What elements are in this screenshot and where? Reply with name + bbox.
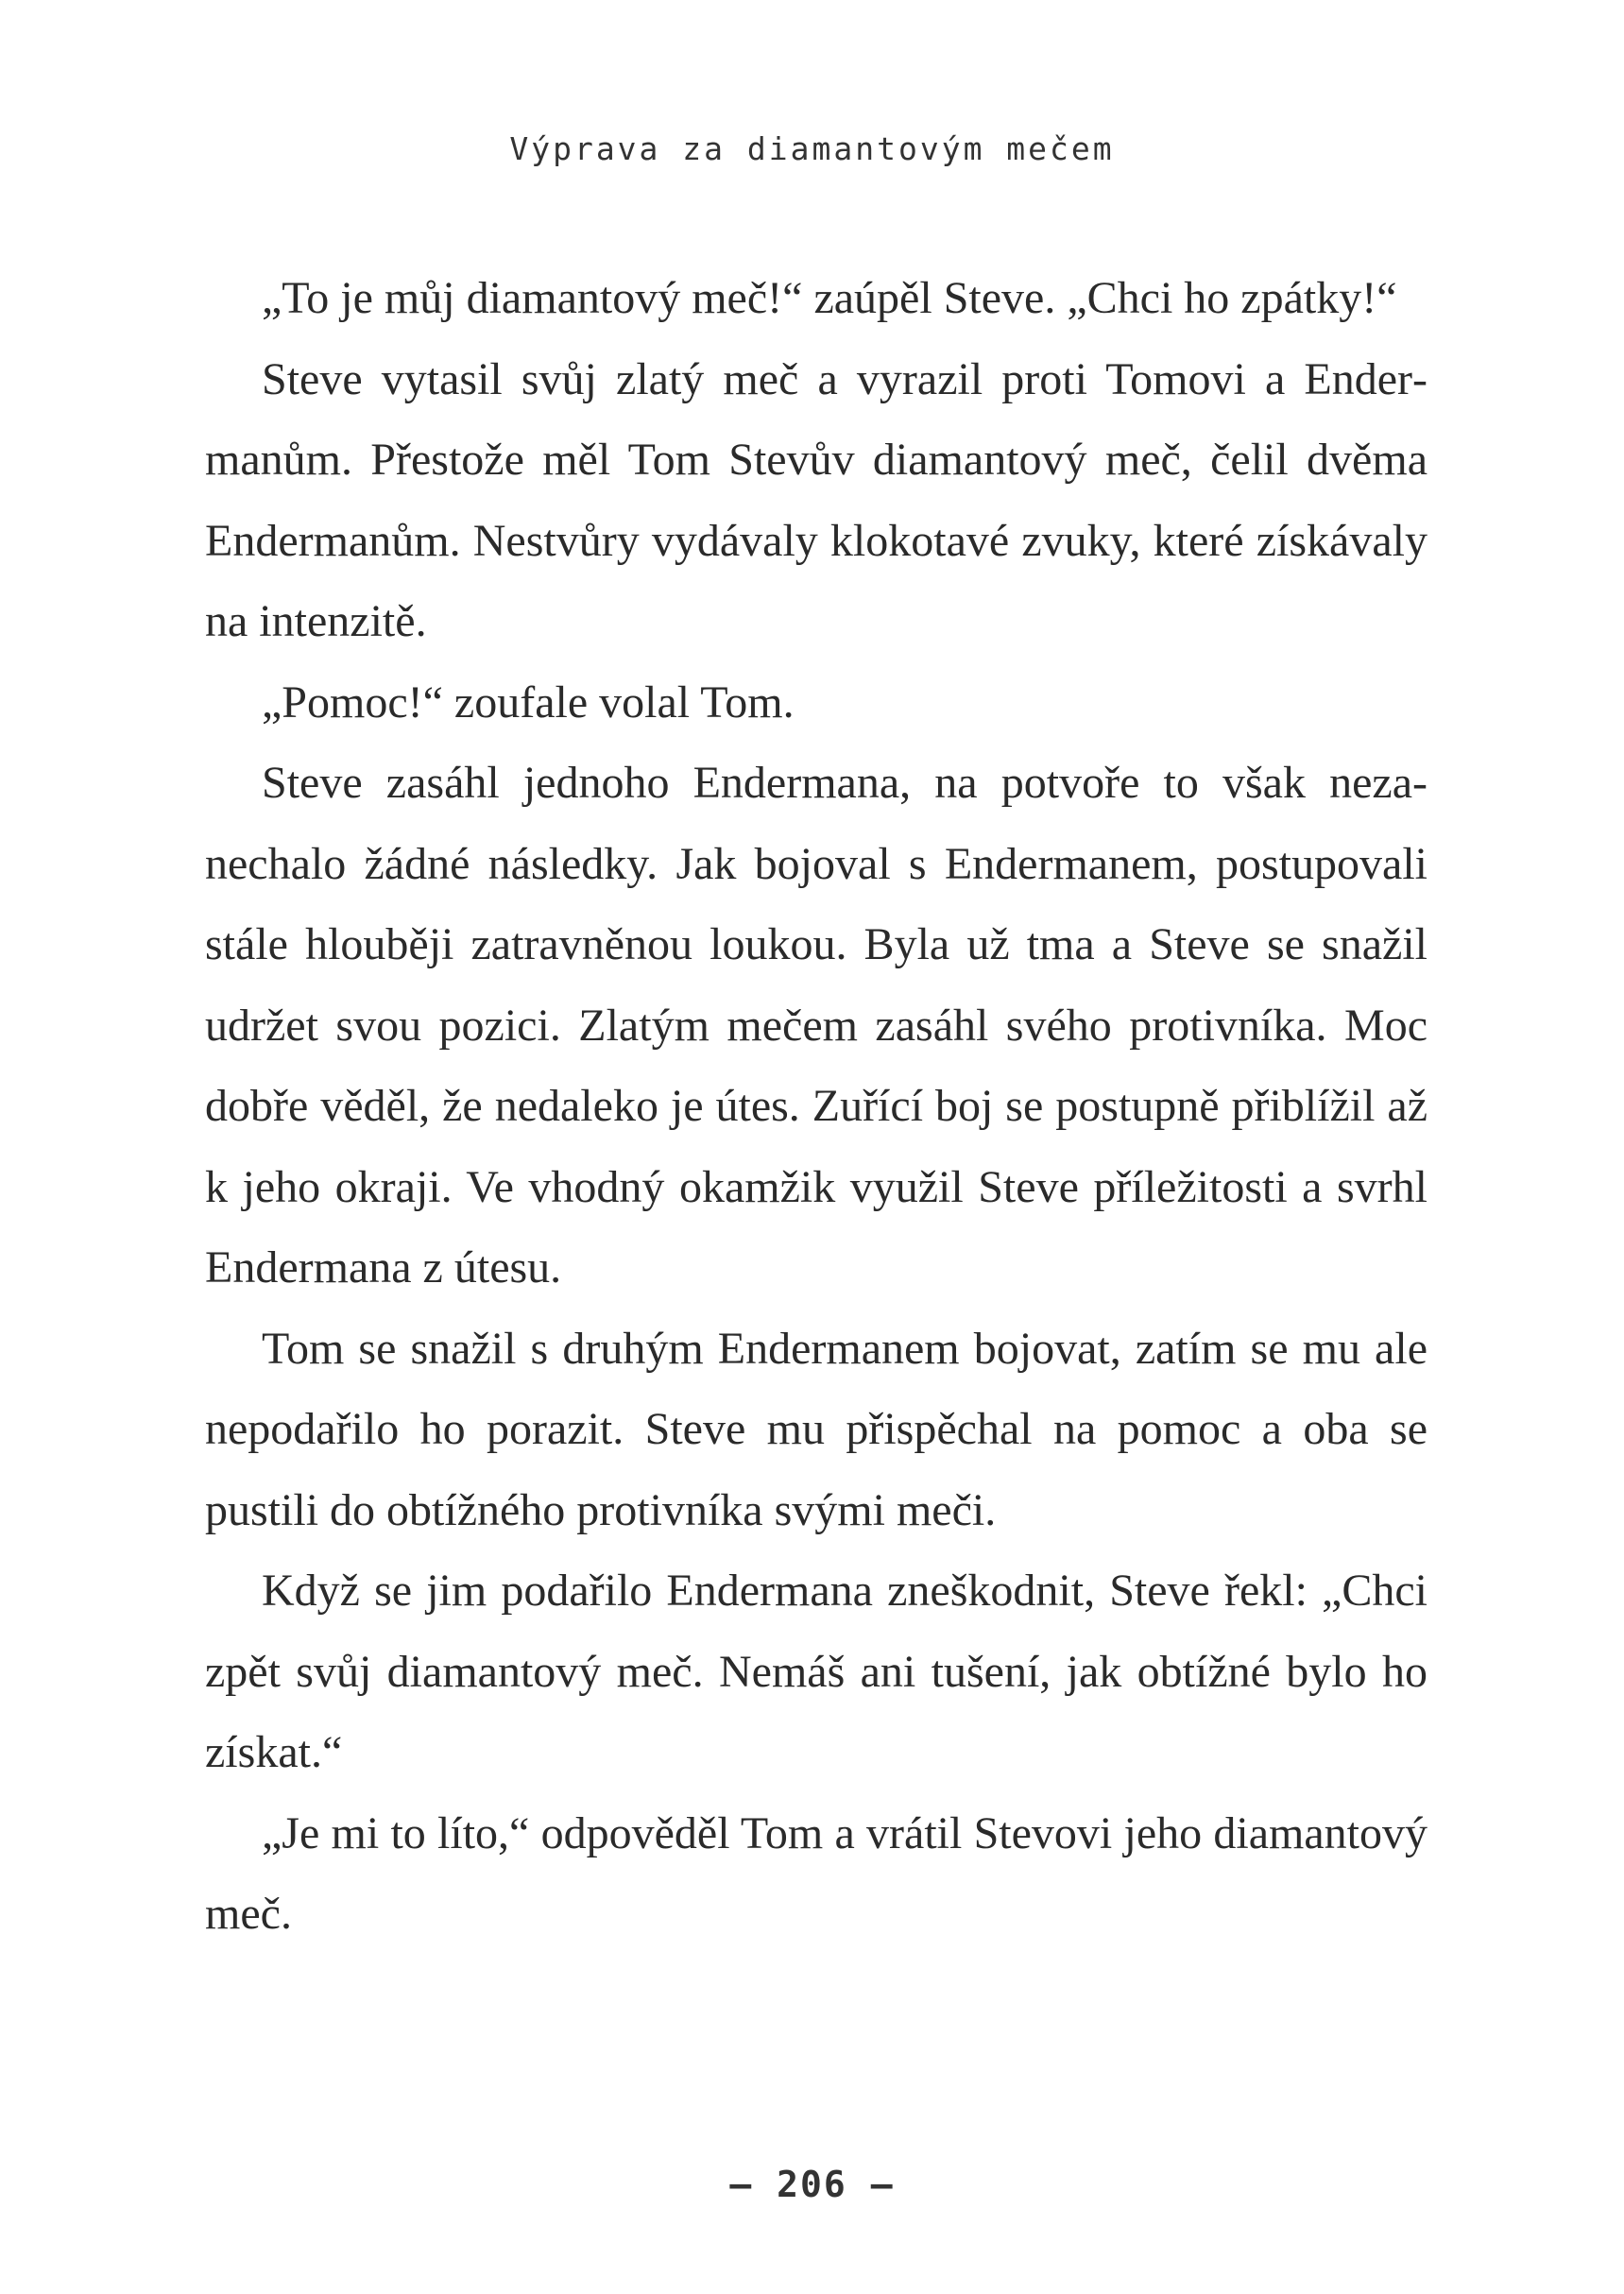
text-body: [205, 258, 1427, 1955]
page-number: – 206 –: [729, 2164, 895, 2205]
paragraph-3: „Pomoc!“ zoufale volal Tom.: [262, 676, 795, 728]
paragraph-2: Steve vytasil svůj zlatý meč a vyrazil proti Tomovi a Endermanům. Přestože měl Tom Stevův diamantový meč, čelil dvěma Endermanům. Nestvůry vydávaly klokotavé zvuky, které získávaly na intenzitě.: [205, 353, 1427, 646]
paragraph-1: „To je můj diamantový meč!“ zaúpěl Steve. „Chci ho zpátky!“: [262, 273, 1397, 323]
paragraph-6: Když se jim podařilo Endermana zneškodnit, Steve řekl: „Chci zpět svůj diamantový meč. Nemáš ani tušení, jak obtížné bylo ho získat.“: [205, 1566, 1427, 1777]
paragraph-7: „Je mi to líto,“ odpověděl Tom a vrátil Stevovi jeho diamantový meč.: [205, 1807, 1427, 1939]
paragraph-5: Tom se snažil s druhým Endermanem bojovat, zatím se mu ale nepodařilo ho porazit. Steve mu přispěchal na pomoc a oba se pustili do obtížného protivníka svými meči.: [205, 1323, 1427, 1535]
paragraph-4: Steve zasáhl jednoho Endermana, na potvoře to však nezanechalo žádné následky. Jak bojoval s Endermanem, postupovali stále hlouběji zatravněnou loukou. Byla už tma a Steve se snažil udržet svou pozici. Zlatým mečem zasáhl svého protivníka. Moc dobře věděl, že nedaleko je útes. Zuřící boj se postupně přiblížil až k jeho okraji. Ve vhodný okamžik využil Steve příležitosti a svrhl Endermana z útesu.: [205, 758, 1427, 1293]
running-header: Výprava za diamantovým mečem: [509, 130, 1115, 167]
